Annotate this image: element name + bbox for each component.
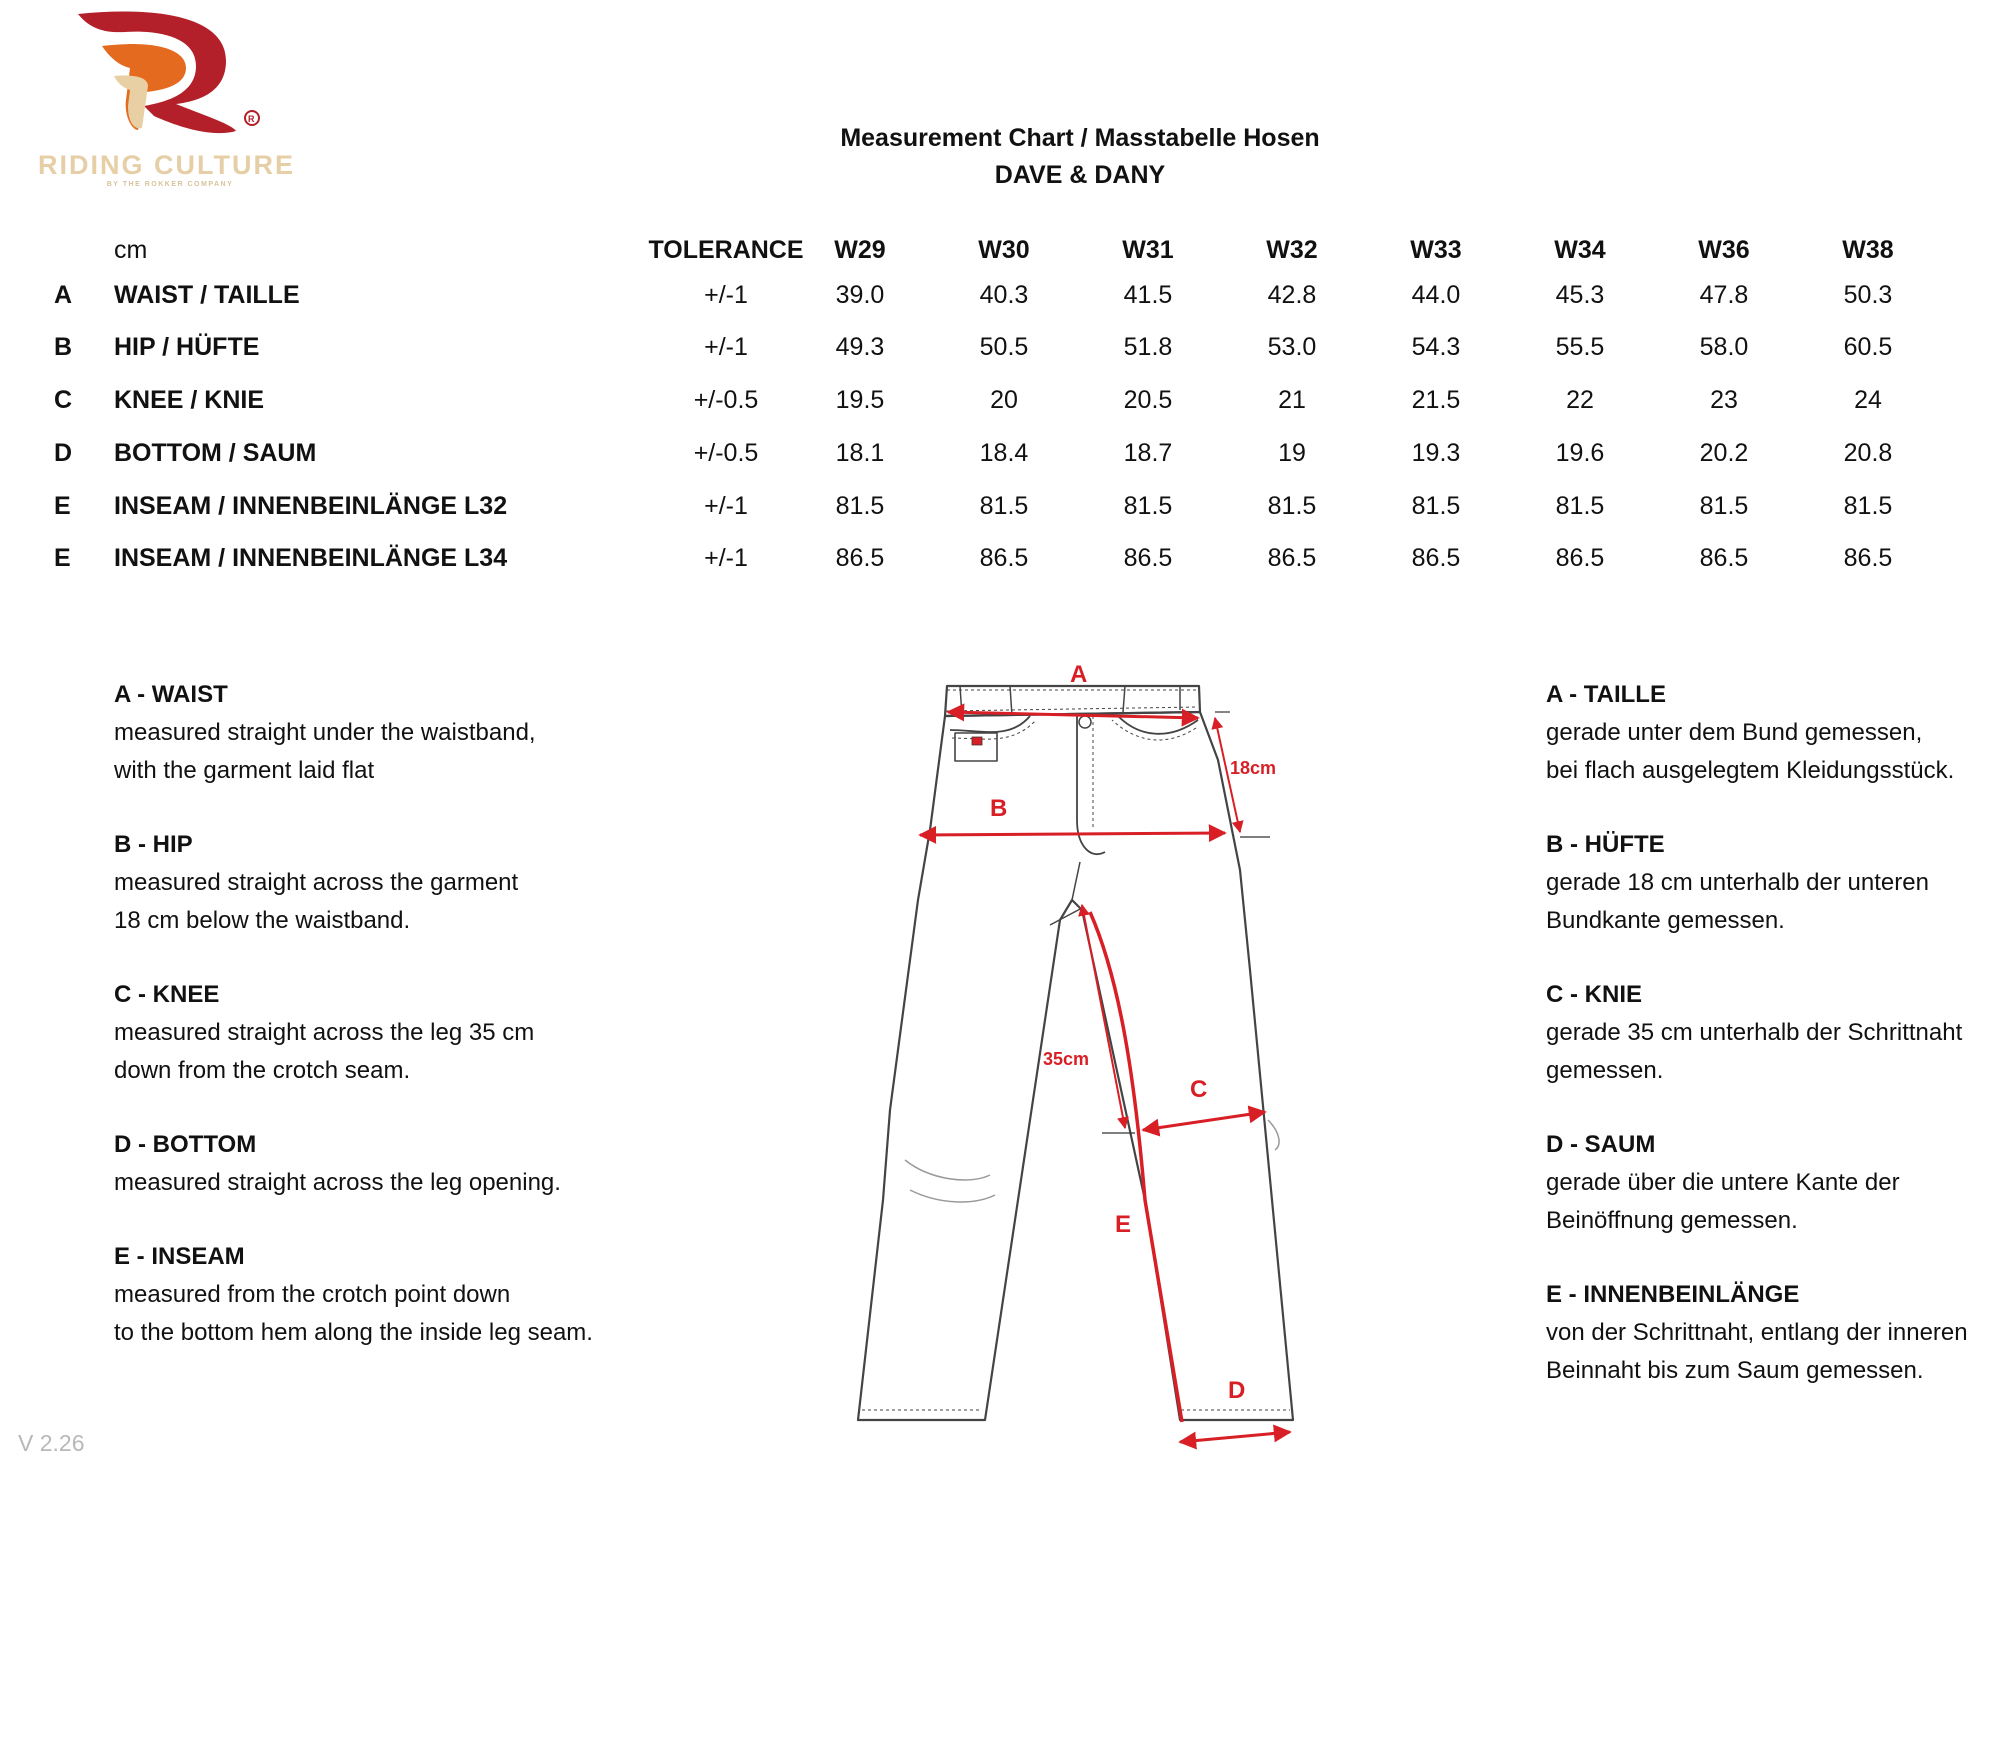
description-hip (114, 826, 674, 940)
description-knie (1546, 976, 2000, 1090)
cell-value: 53.0 (1267, 333, 1317, 361)
description-line: gerade über die untere Kante der (1546, 1169, 1900, 1196)
description-bottom (114, 1126, 674, 1202)
cell-value: 81.5 (1267, 492, 1317, 520)
cell-value: 86.5 (979, 544, 1029, 572)
table-row (48, 439, 1958, 479)
cell-value: 23 (1710, 386, 1738, 414)
description-line: measured straight across the garment (114, 869, 519, 896)
cell-value: 81.5 (979, 492, 1029, 520)
description-line: gemessen. (1546, 1057, 1664, 1084)
cell-value: 24 (1854, 386, 1882, 414)
cell-value: 86.5 (1267, 544, 1317, 572)
row-letter: E (54, 492, 71, 520)
brand-tagline: BY THE ROKKER COMPANY (106, 181, 234, 188)
cell-value: 50.5 (979, 333, 1029, 361)
row-name: KNEE / KNIE (114, 386, 265, 414)
cell-value: 81.5 (1123, 492, 1173, 520)
cell-value: 86.5 (1411, 544, 1461, 572)
cell-value: 81.5 (1843, 492, 1893, 520)
cell-value: 21 (1278, 386, 1306, 414)
label-knee-drop: 35cm (1043, 1049, 1090, 1069)
cell-value: 20.5 (1123, 386, 1173, 414)
size-header: W29 (834, 236, 886, 264)
descriptions-english (114, 676, 674, 1388)
description-line: bei flach ausgelegtem Kleidungsstück. (1546, 757, 1955, 784)
description-title: C - KNEE (114, 981, 220, 1008)
cell-value: 49.3 (835, 333, 885, 361)
description-title: E - INSEAM (114, 1243, 245, 1270)
table-row (48, 281, 1958, 321)
cell-value: 20.2 (1699, 439, 1749, 467)
description-knee (114, 976, 674, 1090)
cell-value: 86.5 (1843, 544, 1893, 572)
description-inseam (114, 1238, 674, 1352)
description-title: C - KNIE (1546, 981, 1642, 1008)
row-letter: E (54, 544, 71, 572)
cell-value: 18.4 (979, 439, 1029, 467)
chart-title: Measurement Chart / Masstabelle Hosen (840, 124, 1320, 152)
table-row (48, 544, 1958, 584)
cell-value: 19 (1278, 439, 1306, 467)
chart-subtitle: DAVE & DANY (994, 161, 1166, 189)
cell-value: 19.5 (835, 386, 885, 414)
cell-value: 44.0 (1411, 281, 1461, 309)
cell-value: 86.5 (1123, 544, 1173, 572)
cell-value: 19.3 (1411, 439, 1461, 467)
description-title: D - BOTTOM (114, 1131, 257, 1158)
svg-text:R: R (248, 114, 255, 124)
size-header: W36 (1698, 236, 1750, 264)
row-letter: A (54, 281, 73, 309)
cell-value: 50.3 (1843, 281, 1893, 309)
label-rise: 18cm (1230, 758, 1277, 778)
cell-value: 81.5 (1699, 492, 1749, 520)
unit-label: cm (114, 236, 148, 264)
row-tolerance: +/-1 (704, 492, 748, 520)
knee-drop-line (1082, 905, 1125, 1128)
knee-measure-line (1143, 1112, 1265, 1130)
description-innenbeinlaenge (1546, 1276, 2000, 1390)
label-b: B (990, 795, 1008, 822)
cell-value: 21.5 (1411, 386, 1461, 414)
description-title: B - HIP (114, 831, 193, 858)
cell-value: 22 (1566, 386, 1594, 414)
pants-measurement-diagram (840, 650, 1320, 1460)
cell-value: 39.0 (835, 281, 885, 309)
row-name: HIP / HÜFTE (114, 333, 260, 361)
version-label: V 2.26 (18, 1430, 85, 1456)
cell-value: 45.3 (1555, 281, 1605, 309)
cell-value: 54.3 (1411, 333, 1461, 361)
description-taille (1546, 676, 2000, 790)
description-line: measured from the crotch point down (114, 1281, 511, 1308)
size-header: W34 (1554, 236, 1606, 264)
description-line: with the garment laid flat (114, 757, 375, 784)
size-header: W32 (1266, 236, 1318, 264)
label-a: A (1070, 661, 1088, 688)
row-tolerance: +/-0.5 (693, 386, 759, 414)
description-title: A - TAILLE (1546, 681, 1666, 708)
description-line: 18 cm below the waistband. (114, 907, 411, 934)
cell-value: 86.5 (1699, 544, 1749, 572)
cell-value: 81.5 (835, 492, 885, 520)
description-title: A - WAIST (114, 681, 228, 708)
row-name: BOTTOM / SAUM (114, 439, 317, 467)
row-tolerance: +/-1 (704, 333, 748, 361)
label-e: E (1115, 1211, 1132, 1238)
table-row (48, 386, 1958, 426)
row-letter: D (54, 439, 73, 467)
hip-measure-line (920, 833, 1225, 835)
row-name: INSEAM / INNENBEINLÄNGE L34 (114, 544, 508, 572)
row-tolerance: +/-1 (704, 544, 748, 572)
cell-value: 86.5 (1555, 544, 1605, 572)
label-d: D (1228, 1377, 1246, 1404)
cell-value: 41.5 (1123, 281, 1173, 309)
size-header: W31 (1122, 236, 1174, 264)
cell-value: 81.5 (1411, 492, 1461, 520)
label-c: C (1190, 1076, 1208, 1103)
descriptions-german (1546, 676, 2000, 1426)
description-huefte (1546, 826, 2000, 940)
description-title: D - SAUM (1546, 1131, 1656, 1158)
row-name: INSEAM / INNENBEINLÄNGE L32 (114, 492, 508, 520)
row-letter: C (54, 386, 73, 414)
row-tolerance: +/-1 (704, 281, 748, 309)
inseam-measure-line (1090, 912, 1182, 1422)
row-letter: B (54, 333, 73, 361)
description-line: down from the crotch seam. (114, 1057, 411, 1084)
cell-value: 55.5 (1555, 333, 1605, 361)
brand-name: RIDING CULTURE (38, 150, 295, 180)
size-header: W33 (1410, 236, 1462, 264)
description-waist (114, 676, 674, 790)
description-line: measured straight across the leg 35 cm (114, 1019, 535, 1046)
cell-value: 51.8 (1123, 333, 1173, 361)
cell-value: 19.6 (1555, 439, 1605, 467)
description-line: Beinnaht bis zum Saum gemessen. (1546, 1357, 1924, 1384)
cell-value: 18.1 (835, 439, 885, 467)
tolerance-header: TOLERANCE (648, 236, 804, 264)
description-line: gerade 35 cm unterhalb der Schrittnaht (1546, 1019, 1963, 1046)
description-line: von der Schrittnaht, entlang der inneren (1546, 1319, 1968, 1346)
size-header: W38 (1842, 236, 1894, 264)
description-line: measured straight under the waistband, (114, 719, 536, 746)
table-header-row (48, 236, 1958, 276)
description-line: gerade 18 cm unterhalb der unteren (1546, 869, 1929, 896)
cell-value: 20.8 (1843, 439, 1893, 467)
row-tolerance: +/-0.5 (693, 439, 759, 467)
cell-value: 18.7 (1123, 439, 1173, 467)
description-line: Bundkante gemessen. (1546, 907, 1785, 934)
bottom-measure-line (1180, 1432, 1290, 1442)
cell-value: 20 (990, 386, 1018, 414)
cell-value: 86.5 (835, 544, 885, 572)
table-row (48, 492, 1958, 532)
cell-value: 40.3 (979, 281, 1029, 309)
cell-value: 81.5 (1555, 492, 1605, 520)
cell-value: 60.5 (1843, 333, 1893, 361)
description-line: to the bottom hem along the inside leg seam. (114, 1319, 593, 1346)
row-name: WAIST / TAILLE (114, 281, 300, 309)
description-line: gerade unter dem Bund gemessen, (1546, 719, 1923, 746)
cell-value: 47.8 (1699, 281, 1749, 309)
description-title: B - HÜFTE (1546, 831, 1665, 858)
description-title: E - INNENBEINLÄNGE (1546, 1281, 1800, 1308)
cell-value: 42.8 (1267, 281, 1317, 309)
cell-value: 58.0 (1699, 333, 1749, 361)
description-line: measured straight across the leg opening. (114, 1169, 561, 1196)
table-row (48, 333, 1958, 373)
description-line: Beinöffnung gemessen. (1546, 1207, 1798, 1234)
description-saum (1546, 1126, 2000, 1240)
measurement-lines (920, 712, 1290, 1442)
size-header: W30 (978, 236, 1030, 264)
